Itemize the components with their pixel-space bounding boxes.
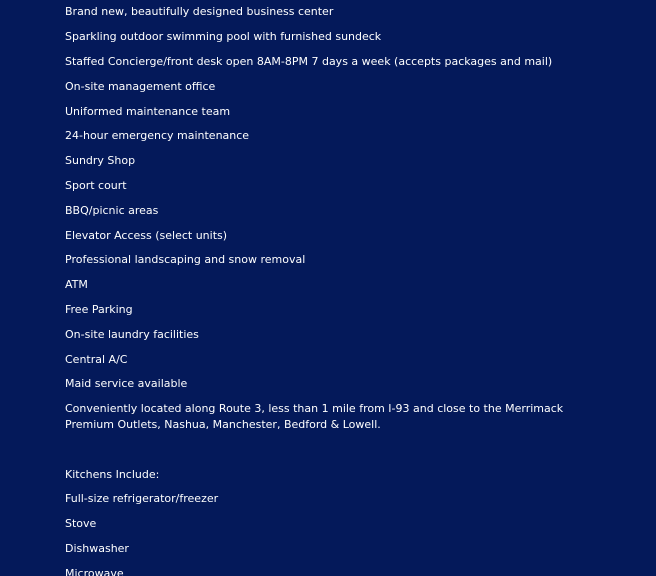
amenity-item: Uniformed maintenance team <box>65 105 231 118</box>
kitchen-item: Stove <box>65 517 97 530</box>
kitchen-item: Microwave <box>65 567 124 576</box>
amenity-item: 24-hour emergency maintenance <box>65 129 250 142</box>
kitchen-item: Dishwasher <box>65 542 129 555</box>
amenity-item: ATM <box>65 278 88 291</box>
amenity-item: Professional landscaping and snow removal <box>65 253 306 266</box>
amenity-item: Central A/C <box>65 353 128 366</box>
amenity-item: On-site laundry facilities <box>65 328 199 341</box>
amenity-item: Free Parking <box>65 303 133 316</box>
amenity-item: Maid service available <box>65 377 188 390</box>
amenity-item: Sundry Shop <box>65 154 136 167</box>
kitchen-item: Full-size refrigerator/freezer <box>65 492 219 505</box>
amenity-item: BBQ/picnic areas <box>65 204 159 217</box>
amenity-item: Sport court <box>65 179 127 192</box>
amenity-item: Elevator Access (select units) <box>65 229 228 242</box>
amenity-item: On-site management office <box>65 80 216 93</box>
location-description: Conveniently located along Route 3, less than 1 mile from I-93 and close to the Merrimack Premium Outlets, Nashua, Manchester, Bedford & Lowell. <box>65 402 564 431</box>
amenity-item: Staffed Concierge/front desk open 8AM-8PM 7 days a week (accepts packages and mail) <box>65 55 553 68</box>
amenity-item: Brand new, beautifully designed business center <box>65 5 334 18</box>
kitchens-heading: Kitchens Include: <box>65 468 160 481</box>
amenity-item: Sparkling outdoor swimming pool with furnished sundeck <box>65 30 382 43</box>
